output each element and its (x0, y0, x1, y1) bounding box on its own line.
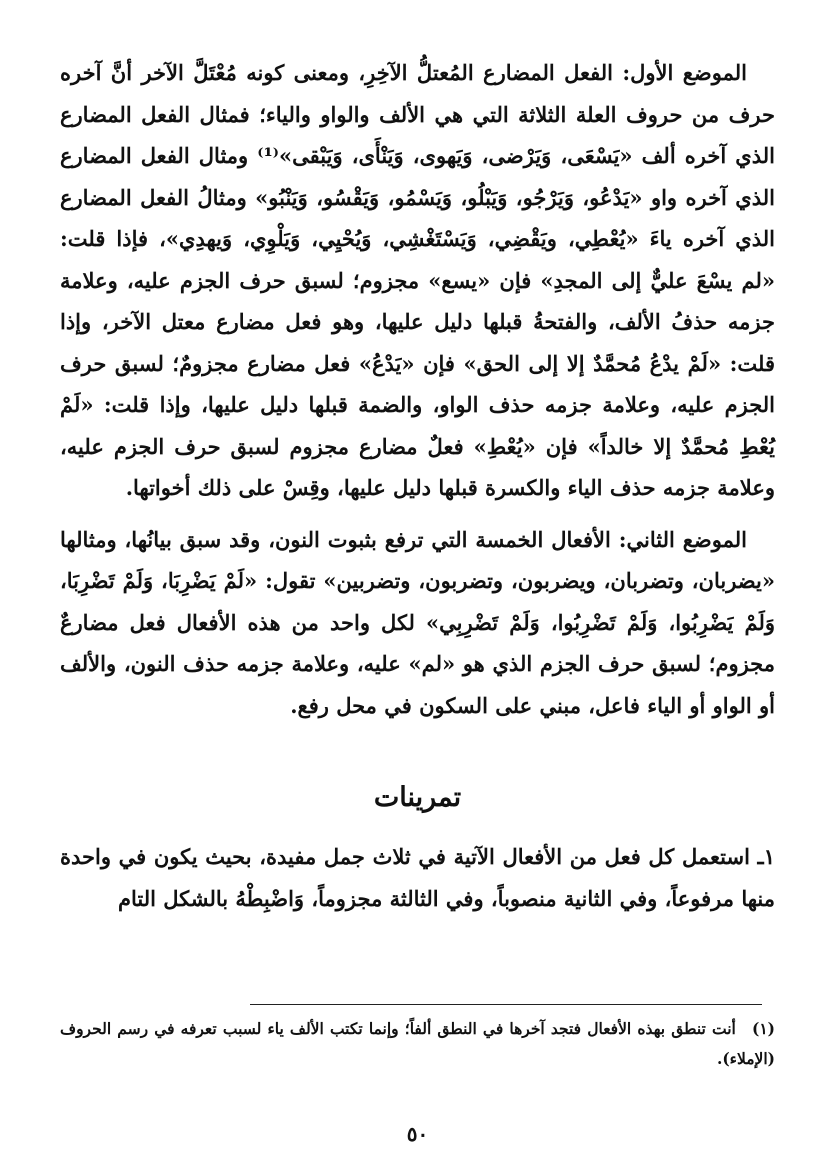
footnote (60, 1014, 775, 1074)
paragraph-gap (60, 509, 775, 519)
paragraph-first-position: الموضع الأول: الفعل المضارع المُعتلُّ الآخِرِ، ومعنى كونه مُعْتَلَّ الآخر أنَّ آخره حرف من حروف العلة الثلاثة التي هي الألف والواو والياء؛ فمثال الفعل المضارع الذي آخره ألف «يَسْعَى، وَيَرْضى، وَيَهوى، وَيَنْأَى، وَيَبْقى»⁽¹⁾ ومثال الفعل المضارع الذي آخره واو «يَدْعُو، وَيَرْجُو، وَيَبْلُو، وَيَسْمُو، وَيَقْسُو، وَيَنْبُو» ومثالُ الفعل المضارع الذي آخره ياءَ «يُعْطِي، ويَقْضِي، وَيَسْتَغْشِي، وَيُحْيِي، وَيَلْوِي، وَيهدِي»، فإذا قلت: «لم يسْعَ عليٌّ إلى المجدِ» فإن «يسع» مجزوم؛ لسبق حرف الجزم عليه، وعلامة جزمه حذفُ الألف، والفتحةُ قبلها دليل عليها، وهو فعل مضارع معتل الآخر، وإذا قلت: «لَمْ يدْعُ مُحمَّدٌ إلا إلى الحق» فإن «يَدْعُ» فعل مضارع مجزومٌ؛ لسبق حرف الجزم عليه، وعلامة جزمه حذف الواو، والضمة قبلها دليل عليها، وإذا قلت: «لَمْ يُعْطِ مُحمَّدٌ إلا خالداً» فإن «يُعْطِ» فعلٌ مضارع مجزوم لسبق حرف الجزم عليه، وعلامة جزمه حذف الياء والكسرة قبلها دليل عليها، وقِسْ على ذلك أخواتها. (60, 60, 775, 500)
paragraph-second-position: الموضع الثاني: الأفعال الخمسة التي ترفع بثبوت النون، وقد سبق بيانُها، ومثالها «يضربان، وتضربان، ويضربون، وتضربون، وتضربين» تقول: «لَمْ يَضْرِبَا، وَلَمْ تَضْرِبَا، وَلَمْ يَضْرِبُوا، وَلَمْ تَضْرِبُوا، وَلَمْ تَضْرِبِي» لكل واحد من هذه الأفعال فعل مضارعٌ مجزوم؛ لسبق حرف الجزم الذي هو «لم» عليه، وعلامة جزمه حذف النون، والألف أو الواو أو الياء فاعل، مبني على السكون في محل رفع. (60, 526, 775, 718)
exercise-item-1: ١ـ استعمل كل فعل من الأفعال الآتية في ثلاث جمل مفيدة، بحيث يكون في واحدة منها مرفوعاً، وفي الثانية منصوباً، وفي الثالثة مجزوماً، وَاضْبِطْهُ بالشكل التام (60, 844, 775, 911)
footnote-number: (١) (751, 1019, 775, 1038)
exercises-heading: تمرينات (373, 782, 462, 813)
page-body (60, 52, 775, 919)
footnote-divider (250, 1004, 762, 1005)
footnote-text: أنت تنطق بهذه الأفعال فتجد آخرها في النطق ألفاً؛ وإنما تكتب الألف ياء لسبب تعرفه في رسم الحروف (الإملاء). (60, 1019, 775, 1068)
page-number: ٥٠ (406, 1122, 429, 1146)
